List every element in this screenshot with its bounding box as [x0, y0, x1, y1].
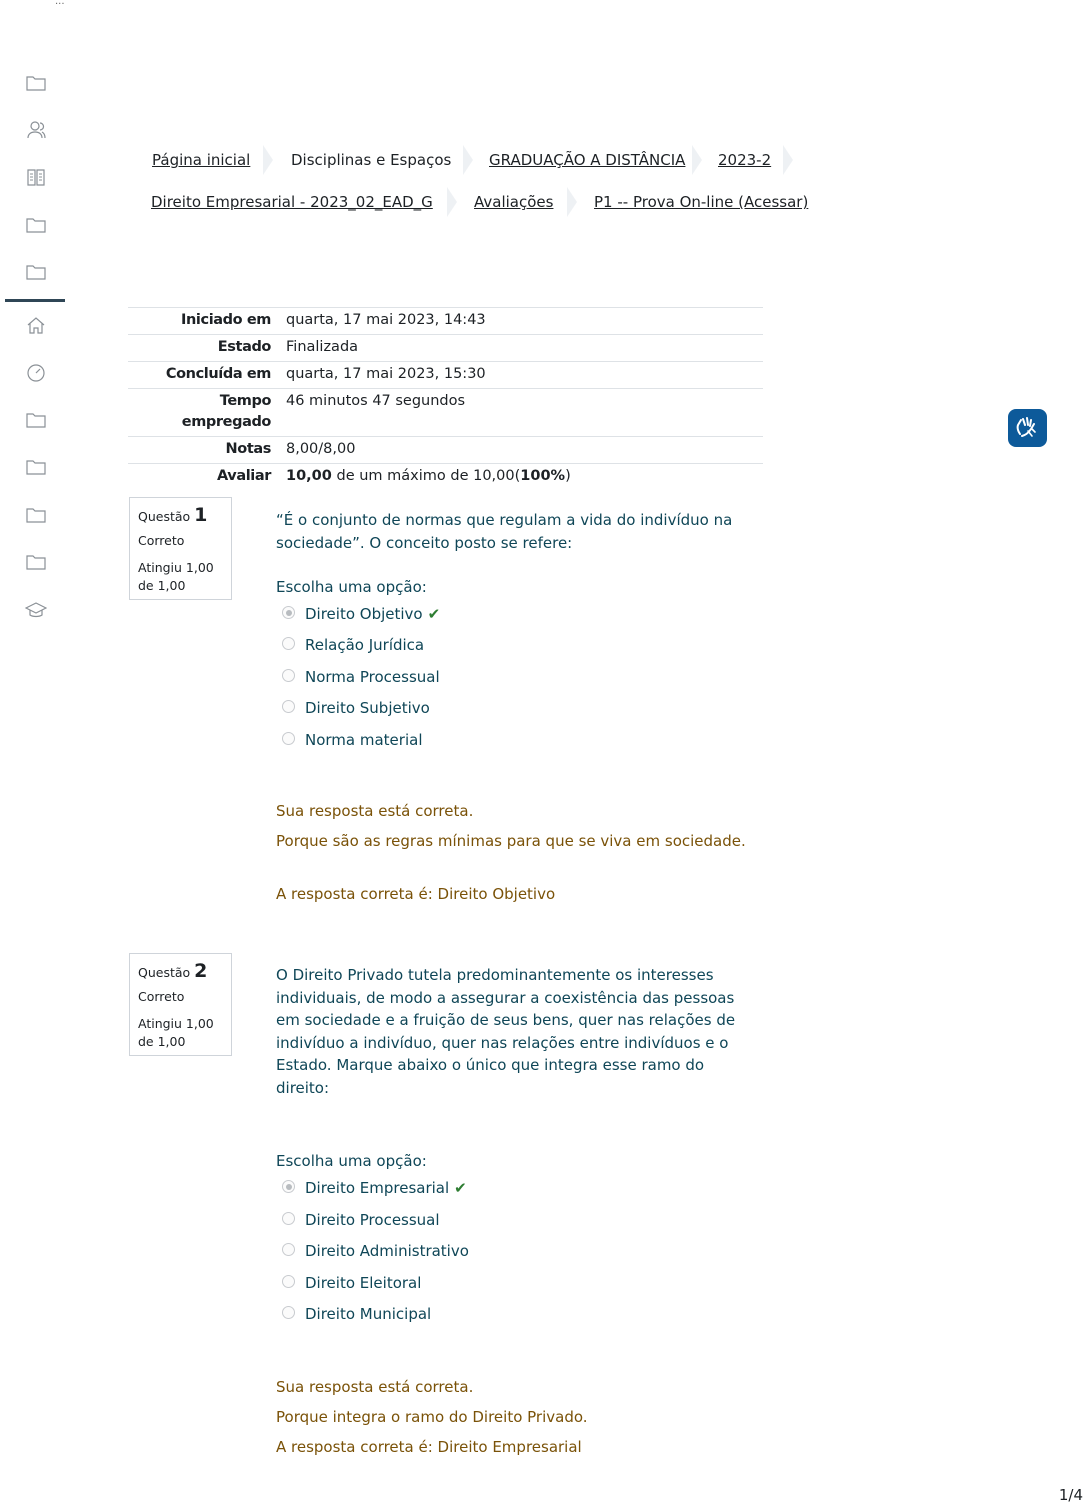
choice-prompt: Escolha uma opção: [276, 578, 427, 596]
summary-label: Tempo empregado [181, 393, 271, 430]
answer-option[interactable]: Direito Administrativo [282, 1242, 469, 1260]
summary-row-marks [128, 437, 763, 464]
summary-label: Iniciado em [181, 312, 271, 328]
grade-score: 10,00 [286, 468, 332, 484]
answer-option[interactable]: Direito Eleitoral [282, 1274, 421, 1292]
summary-row-state [128, 335, 763, 362]
answer-option[interactable]: Direito Empresarial ✔ [282, 1179, 467, 1197]
grade-percent: 100% [520, 468, 566, 484]
question-info-box [129, 953, 232, 1056]
radio[interactable] [282, 1275, 295, 1288]
radio[interactable] [282, 669, 295, 682]
folder-icon[interactable] [25, 552, 47, 572]
attempt-summary-table [128, 307, 763, 490]
question-grade: Atingiu 1,00 de 1,00 [138, 560, 214, 593]
page-number: 1/4 [1058, 1486, 1083, 1504]
right-answer: A resposta correta é: Direito Empresarial [276, 1438, 582, 1456]
folder-icon[interactable] [25, 262, 47, 282]
book-icon[interactable] [25, 167, 47, 187]
sign-language-icon[interactable] [1008, 409, 1047, 447]
summary-value: 8,00/8,00 [286, 441, 356, 457]
answer-option[interactable]: Direito Subjetivo [282, 699, 430, 717]
question-grade: Atingiu 1,00 de 1,00 [138, 1016, 214, 1049]
summary-row-time [128, 389, 763, 437]
summary-label: Concluída em [165, 366, 271, 382]
radio[interactable] [282, 1306, 295, 1319]
summary-value: quarta, 17 mai 2023, 14:43 [286, 312, 486, 328]
radio-checked[interactable] [282, 1180, 295, 1193]
breadcrumb-item-exam[interactable]: P1 -- Prova On-line (Acessar) [594, 193, 809, 211]
answer-option[interactable]: Norma Processual [282, 668, 440, 686]
radio[interactable] [282, 1243, 295, 1256]
breadcrumb-item-graduacao[interactable]: GRADUAÇÃO A DISTÂNCIA [489, 151, 686, 169]
question-number: Questão 1 [138, 504, 208, 526]
folder-icon[interactable] [25, 457, 47, 477]
summary-row-completed [128, 362, 763, 389]
grade-end: ) [565, 468, 571, 484]
folder-icon[interactable] [25, 505, 47, 525]
right-answer: A resposta correta é: Direito Objetivo [276, 885, 556, 903]
feedback-general: Porque integra o ramo do Direito Privado. [276, 1408, 588, 1426]
breadcrumb-item-course[interactable]: Direito Empresarial - 2023_02_EAD_G [151, 193, 433, 211]
summary-label: Avaliar [216, 468, 271, 484]
answer-option[interactable]: Direito Municipal [282, 1305, 431, 1323]
graduation-cap-icon[interactable] [25, 600, 47, 620]
breadcrumb-separator-icon [446, 187, 458, 217]
breadcrumb-separator-icon [782, 145, 794, 175]
correct-check-icon: ✔ [454, 1179, 467, 1197]
summary-row-grade [128, 464, 763, 491]
dashboard-icon[interactable] [25, 362, 47, 382]
question-info-box [129, 497, 232, 600]
summary-value: quarta, 17 mai 2023, 15:30 [286, 366, 486, 382]
user-group-icon[interactable] [25, 120, 47, 140]
answer-option[interactable]: Direito Objetivo ✔ [282, 605, 440, 623]
summary-value [279, 464, 763, 491]
feedback-correct: Sua resposta está correta. [276, 802, 474, 820]
sidebar-active-divider [5, 299, 65, 302]
header-dots: ... [55, 0, 65, 7]
radio[interactable] [282, 700, 295, 713]
breadcrumb-separator-icon [262, 145, 274, 175]
radio[interactable] [282, 1212, 295, 1225]
correct-check-icon: ✔ [427, 605, 441, 623]
breadcrumb-separator-icon [566, 187, 578, 217]
breadcrumb-separator-icon [462, 145, 474, 175]
summary-value: Finalizada [286, 339, 359, 355]
breadcrumb-item-term[interactable]: 2023-2 [718, 151, 772, 169]
breadcrumb-separator-icon [691, 145, 703, 175]
choice-prompt: Escolha uma opção: [276, 1152, 427, 1170]
folder-icon[interactable] [25, 410, 47, 430]
summary-label: Estado [217, 339, 271, 355]
breadcrumb-item-home[interactable]: Página inicial [152, 151, 251, 169]
answer-option[interactable]: Relação Jurídica [282, 636, 424, 654]
question-text: O Direito Privado tutela predominantemente os interesses individuais, de modo a assegurar a coexistência das pessoas em sociedade e a fruição de seus bens, quer nas relações de indivíduo a indivíduo, quer nas relações entre indivíduos e o Estado. Marque abaixo o único que integra esse ramo do direito: [276, 966, 736, 1097]
breadcrumb-item-disciplines: Disciplinas e Espaços [291, 151, 452, 169]
answer-option[interactable]: Norma material [282, 731, 422, 749]
answer-option[interactable]: Direito Processual [282, 1211, 440, 1229]
folder-icon[interactable] [25, 215, 47, 235]
home-icon[interactable] [25, 315, 47, 335]
feedback-general: Porque são as regras mínimas para que se viva em sociedade. [276, 832, 746, 850]
radio[interactable] [282, 637, 295, 650]
radio[interactable] [282, 732, 295, 745]
question-state: Correto [138, 989, 185, 1004]
summary-label: Notas [225, 441, 271, 457]
summary-row-started [128, 308, 763, 335]
grade-mid: de um máximo de 10,00( [331, 468, 521, 484]
question-state: Correto [138, 533, 185, 548]
folder-icon[interactable] [25, 73, 47, 93]
feedback-correct: Sua resposta está correta. [276, 1378, 474, 1396]
question-text: “É o conjunto de normas que regulam a vida do indivíduo na sociedade”. O conceito posto se refere: [276, 511, 733, 552]
radio-checked[interactable] [282, 606, 295, 619]
summary-value: 46 minutos 47 segundos [286, 393, 466, 409]
question-number: Questão 2 [138, 960, 208, 982]
breadcrumb-item-assessments[interactable]: Avaliações [474, 193, 554, 211]
